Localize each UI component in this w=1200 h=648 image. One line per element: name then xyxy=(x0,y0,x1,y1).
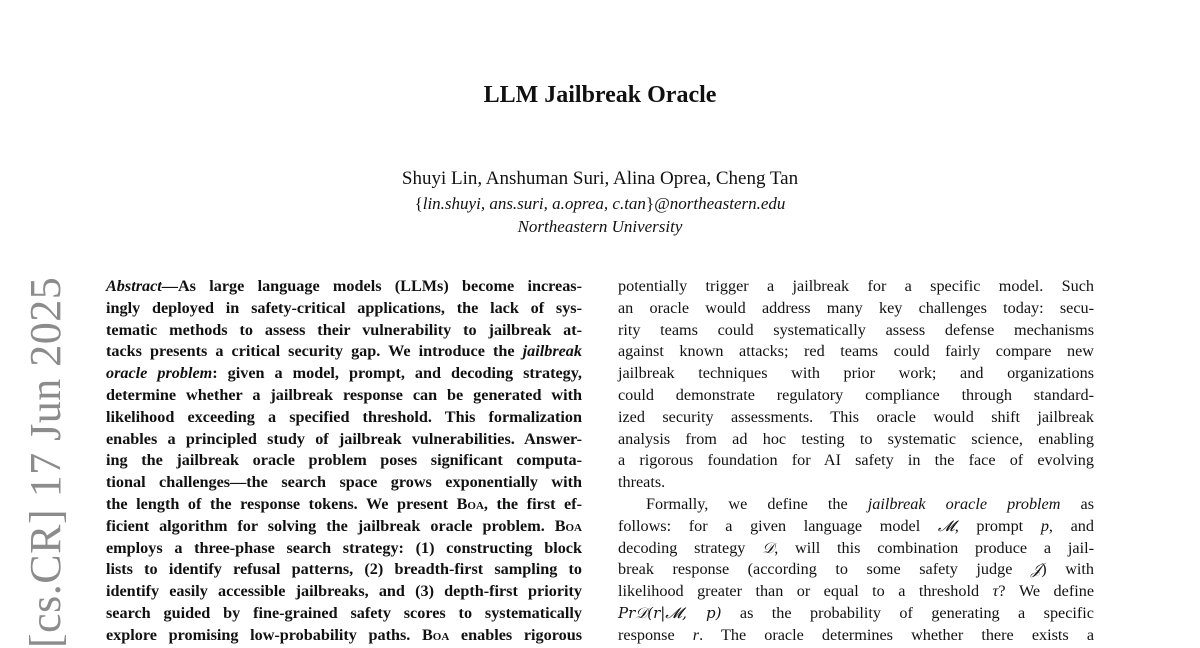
abstract-line: ing the jailbreak oracle problem poses significant computa- xyxy=(106,451,582,470)
abstract-line: enables a principled study of jailbreak vulnerabilities. Answer- xyxy=(106,429,582,448)
body-line: Pr𝒟(r|𝓜, p) as the probability of generating a specific xyxy=(618,603,1094,622)
body-line: an oracle would address many key challenges today: secu- xyxy=(618,298,1094,317)
abstract-line: Abstract—As large language models (LLMs) become increas- xyxy=(106,277,582,295)
paper-title: LLM Jailbreak Oracle xyxy=(483,82,717,108)
math-probability: Pr𝒟(r|𝓜, p) xyxy=(618,603,722,622)
body-line: follows: for a given language model 𝓜, prompt p, and xyxy=(618,516,1094,535)
body-line: potentially trigger a jailbreak for a specific model. Such xyxy=(618,277,1094,295)
body-line: could demonstrate regulatory compliance through standard- xyxy=(618,385,1094,404)
email-brace-open: { xyxy=(414,194,423,213)
body-column xyxy=(618,276,1094,647)
abstract-line: the length of the response tokens. We present Boa, the first ef- xyxy=(106,494,583,513)
abstract-line: explore promising low-probability paths. Boa enables rigorous xyxy=(106,625,582,644)
body-line: a rigorous foundation for AI safety in the face of evolving xyxy=(618,451,1094,470)
body-line: rity teams could systematically assess defense mechanisms xyxy=(618,320,1094,339)
abstract-line: lists to identify refusal patterns, (2) breadth-first sampling to xyxy=(106,560,582,579)
abstract-line: tacks presents a critical security gap. We introduce the jailbreak xyxy=(106,342,582,361)
abstract-line: determine whether a jailbreak response can be generated with xyxy=(106,385,582,404)
math-decoding: 𝒟 xyxy=(762,538,775,557)
body-line: jailbreak techniques with prior work; and organizations xyxy=(618,364,1094,383)
boa-name: Boa xyxy=(421,625,450,644)
boa-name: Boa xyxy=(554,516,582,535)
abstract-column xyxy=(106,276,582,647)
body-line: break response (according to some safety judge 𝒥) with xyxy=(618,560,1095,579)
abstract-line: ingly deployed in safety-critical applications, the lack of sys- xyxy=(106,298,582,317)
body-line: Formally, we define the jailbreak oracle problem as xyxy=(646,494,1094,513)
abstract-line: tional challenges—the search space grows exponentially with xyxy=(106,473,582,492)
abstract-line: ficient algorithm for solving the jailbreak oracle problem. Boa xyxy=(106,516,582,535)
email-brace-close: } xyxy=(645,194,655,213)
math-prompt: p xyxy=(1040,516,1049,535)
boa-name: Boa xyxy=(456,494,484,513)
abstract-line: employs a three-phase search strategy: (1) constructing block xyxy=(106,538,582,557)
abstract-line: oracle problem: given a model, prompt, and decoding strategy, xyxy=(106,364,582,383)
arxiv-stamp: [cs.CR] 17 Jun 2025 xyxy=(21,276,70,648)
math-response: r xyxy=(692,625,700,644)
math-model: 𝓜 xyxy=(937,516,955,535)
abstract-line: identify easily accessible jailbreaks, and (3) depth-first priority xyxy=(106,582,582,601)
author-list: Shuyi Lin, Anshuman Suri, Alina Oprea, Cheng Tan xyxy=(401,168,799,189)
abstract-line: tematic methods to assess their vulnerability to jailbreak at- xyxy=(106,320,582,339)
body-line: ized security assessments. This oracle would shift jailbreak xyxy=(618,407,1094,426)
body-line: likelihood greater than or equal to a threshold τ? We define xyxy=(618,582,1095,601)
email-names: lin.shuyi, ans.suri, a.oprea, c.tan xyxy=(422,194,646,213)
abstract-line: likelihood exceeding a specified threshold. This formalization xyxy=(106,407,582,426)
body-line: response r. The oracle determines whether there exists a xyxy=(618,625,1095,644)
affiliation: Northeastern University xyxy=(517,217,683,236)
body-line: against known attacks; red teams could fairly compare new xyxy=(618,342,1094,361)
abstract-label: Abstract xyxy=(106,277,162,295)
body-line: decoding strategy 𝒟, will this combination produce a jail- xyxy=(618,538,1094,557)
body-line: threats. xyxy=(618,473,666,492)
email-domain: @northeastern.edu xyxy=(654,194,786,213)
body-line: analysis from ad hoc testing to systematic science, enabling xyxy=(618,429,1094,448)
math-judge: 𝒥 xyxy=(1030,560,1042,579)
math-tau: τ xyxy=(992,582,999,601)
author-emails xyxy=(0,194,1200,214)
abstract-line: search guided by fine-grained safety scores to systematically xyxy=(106,603,582,622)
